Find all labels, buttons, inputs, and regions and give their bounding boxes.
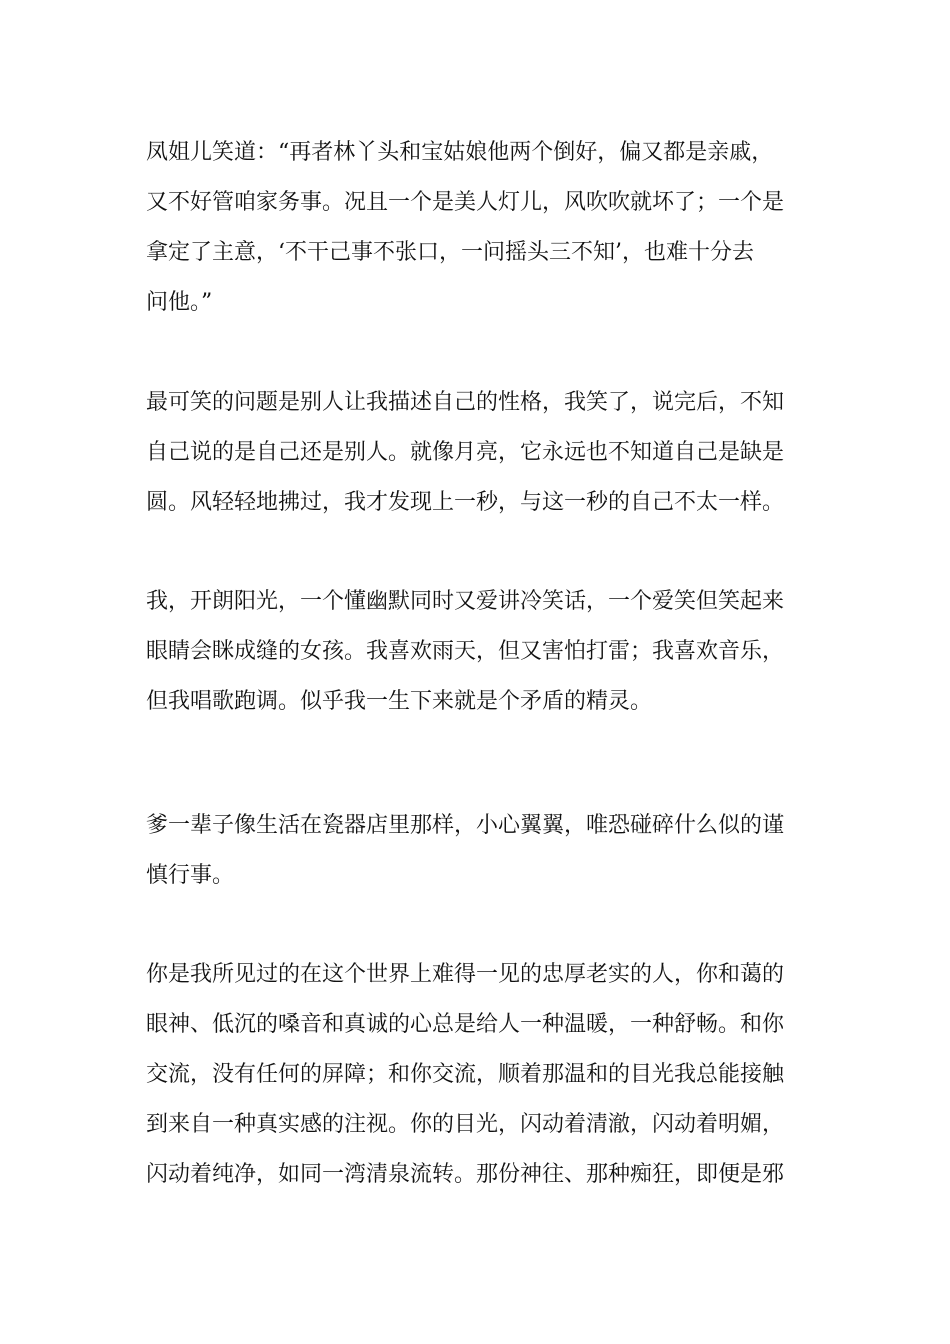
text-line: 我，开朗阳光，一个懂幽默同时又爱讲冷笑话，一个爱笑但笑起来 [146,589,785,614]
text-line: 圆。风轻轻地拂过，我才发现上一秒，与这一秒的自己不太一样。 [146,490,785,515]
text-line: 最可笑的问题是别人让我描述自己的性格，我笑了，说完后，不知 [146,390,785,415]
paragraph-5 [146,950,811,1200]
paragraph-2 [146,378,811,528]
text-line: 慎行事。 [146,863,235,888]
paragraph-1 [146,128,811,328]
text-line: 眼睛会眯成缝的女孩。我喜欢雨天，但又害怕打雷；我喜欢音乐， [146,639,785,664]
paragraph-3 [146,577,811,727]
text-line: 凤姐儿笑道：“再者林丫头和宝姑娘他两个倒好，偏又都是亲戚， [146,140,774,165]
text-line: 自己说的是自己还是别人。就像月亮，它永远也不知道自己是缺是 [146,440,785,465]
text-line: 到来自一种真实感的注视。你的目光，闪动着清澈，闪动着明媚， [146,1112,785,1137]
text-line: 但我唱歌跑调。似乎我一生下来就是个矛盾的精灵。 [146,689,653,714]
text-line: 拿定了主意，‘不干己事不张口，一问摇头三不知’，也难十分去 [146,240,754,265]
text-line: 交流，没有任何的屏障；和你交流，顺着那温和的目光我总能接触 [146,1062,785,1087]
text-line: 又不好管咱家务事。况且一个是美人灯儿，风吹吹就坏了；一个是 [146,190,785,215]
text-line: 问他。” [146,290,213,315]
text-line: 你是我所见过的在这个世界上难得一见的忠厚老实的人，你和蔼的 [146,962,785,987]
text-line: 闪动着纯净，如同一湾清泉流转。那份神往、那种痴狂，即便是邪 [146,1162,785,1187]
paragraph-4 [146,801,811,901]
text-line: 爹一辈子像生活在瓷器店里那样，小心翼翼，唯恐碰碎什么似的谨 [146,813,785,838]
text-line: 眼神、低沉的嗓音和真诚的心总是给人一种温暖，一种舒畅。和你 [146,1012,785,1037]
